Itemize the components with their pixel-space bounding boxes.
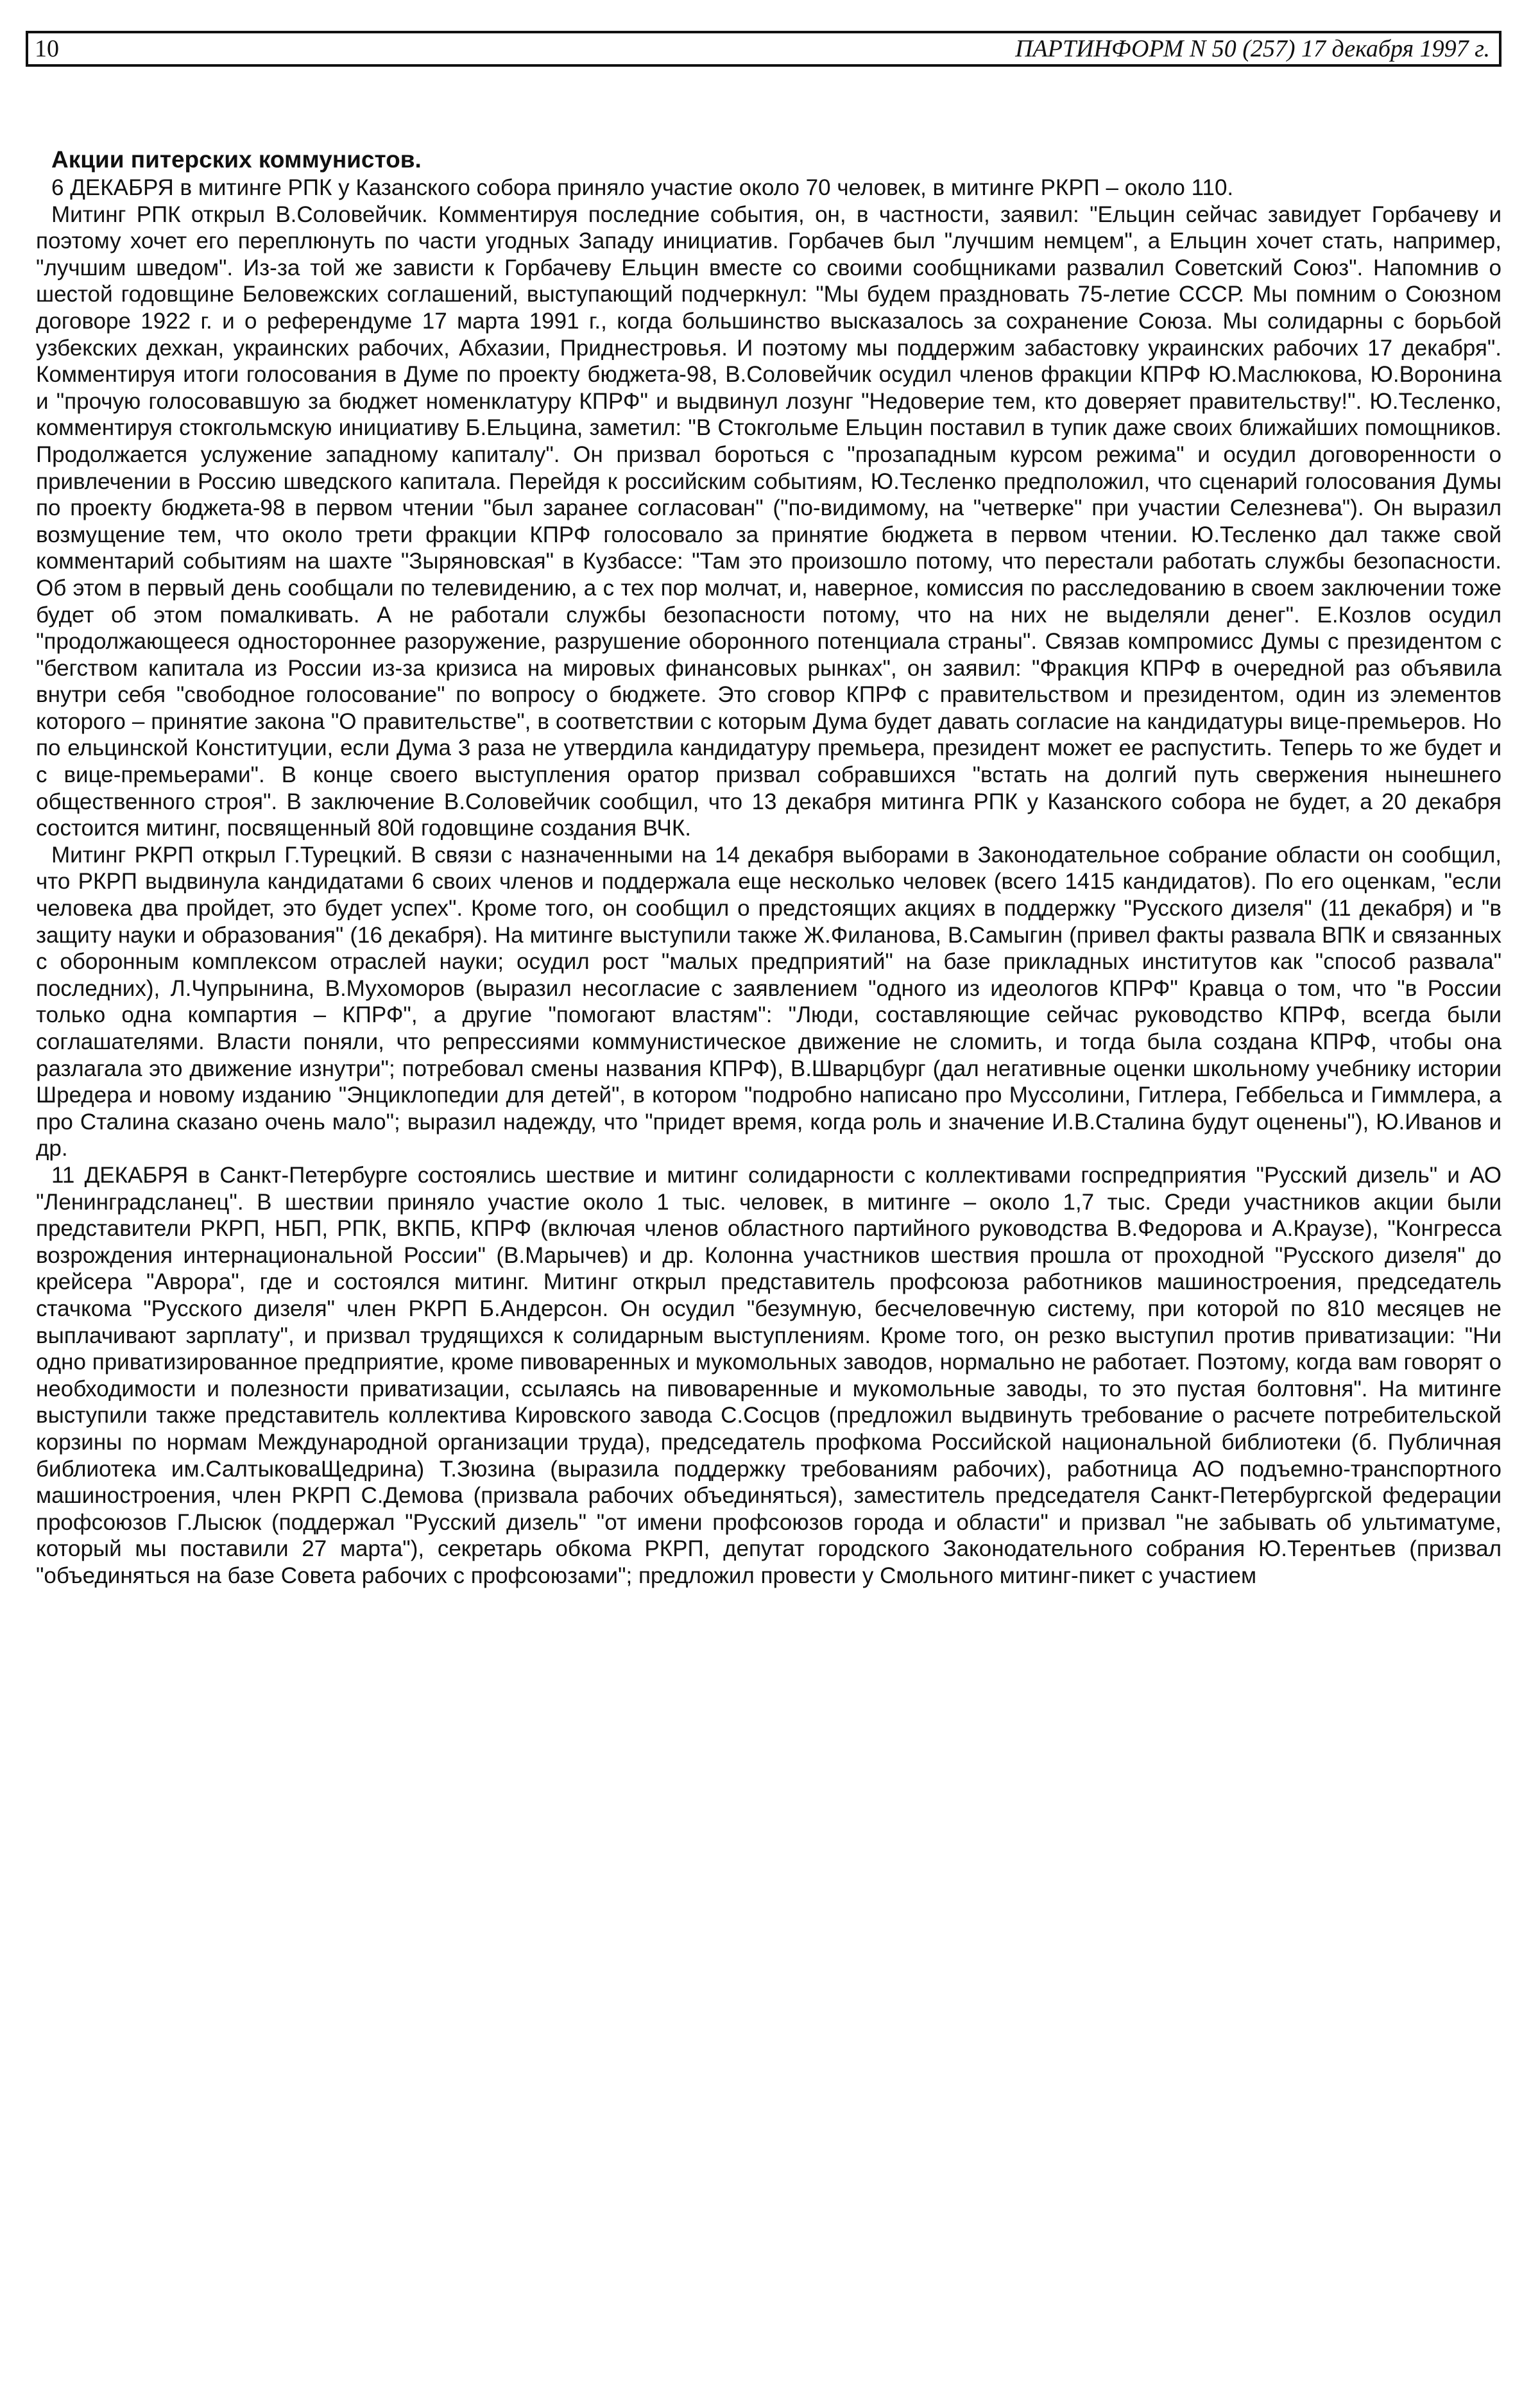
- page-number: 10: [35, 35, 59, 62]
- article-paragraph-4: 11 ДЕКАБРЯ в Санкт-Петербурге состоялись шествие и митинг солидарности с коллективами госпредприятия "Русский дизель" и АО "Ленинградсланец". В шествии приняло участие около 1 тыс. человек, в митинге – около 1,7 тыс. Среди участников акции были представители РКРП, НБП, РПК, ВКПБ, КПРФ (включая членов областного партийного руководства В.Федорова и А.Краузе), "Конгресса возрождения интернациональной России" (В.Марычев) и др. Колонна участников шествия прошла от проходной "Русского дизеля" до крейсера "Аврора", где и состоялся митинг. Митинг открыл представитель профсоюза работников машиностроения, председатель стачкома "Русского дизеля" член РКРП Б.Андерсон. Он осудил "безумную, бесчеловечную систему, при которой по 810 месяцев не выплачивают зарплату", и призвал трудящихся к солидарным выступлениям. Кроме того, он резко выступил против приватизации: "Ни одно приватизированное предприятие, кроме пивоваренных и мукомольных заводов, нормально не работает. Поэтому, когда вам говорят о необходимости и полезности приватизации, ссылаясь на пивоваренные и мукомольные заводы, то это пустая болтовня". На митинге выступили также представитель коллектива Кировского завода С.Сосцов (предложил выдвинуть требование о расчете потребительской корзины по нормам Международной организации труда), председатель профкома Российской национальной библиотеки (б. Публичная библиотека им.СалтыковаЩедрина) Т.Зюзина (выразила поддержку требованиям рабочих), работница АО подъемно-транспортного машиностроения, член РКРП С.Демова (призвала рабочих объединяться), заместитель председателя Санкт-Петербургской федерации профсоюзов Г.Лысюк (поддержал "Русский дизель" "от имени профсоюзов города и области" и призвал "не забывать об ультиматуме, который мы поставили 27 марта"), секретарь обкома РКРП, депутат городского Законодательного собрания Ю.Терентьев (призвал "объединяться на базе Совета рабочих с профсоюзами"; предложил провести у Смольного митинг-пикет с участием: [36, 1162, 1502, 1588]
- article: [36, 145, 1502, 1589]
- article-paragraph-1: 6 ДЕКАБРЯ в митинге РПК у Казанского собора приняло участие около 70 человек, в митинге РКРП – около 110.: [51, 175, 1234, 200]
- issue-title: ПАРТИНФОРМ N 50 (257) 17 декабря 1997 г.: [1015, 35, 1490, 62]
- page-header: [26, 31, 1502, 67]
- article-paragraph-2: Митинг РПК открыл В.Соловейчик. Комментируя последние события, он, в частности, заявил: "Ельцин сейчас завидует Горбачеву и поэтому хочет его переплюнуть по части угодных Западу инициатив. Горбачев был "лучшим немцем", а Ельцин хочет стать, например, "лучшим шведом". Из-за той же зависти к Горбачеву Ельцин вместе со своими сообщниками развалил Советский Союз". Напомнив о шестой годовщине Беловежских соглашений, выступающий подчеркнул: "Мы будем праздновать 75-летие СССР. Мы помним о Союзном договоре 1922 г. и о референдуме 17 марта 1991 г., когда большинство высказалось за сохранение Союза. Мы солидарны с борьбой узбекских дехкан, украинских рабочих, Абхазии, Приднестровья. И поэтому мы поддержим забастовку украинских рабочих 17 декабря". Комментируя итоги голосования в Думе по проекту бюджета-98, В.Соловейчик осудил членов фракции КПРФ Ю.Маслюкова, Ю.Воронина и "прочую голосовавшую за бюджет номенклатуру КПРФ" и выдвинул лозунг "Недоверие тем, кто доверяет правительству!". Ю.Тесленко, комментируя стокгольмскую инициативу Б.Ельцина, заметил: "В Стокгольме Ельцин поставил в тупик даже своих ближайших помощников. Продолжается услужение западному капиталу". Он призвал бороться с "прозападным курсом режима" и осудил договоренности о привлечении в Россию шведского капитала. Перейдя к российским событиям, Ю.Тесленко предположил, что сценарий голосования Думы по проекту бюджета-98 в первом чтении "был заранее согласован" ("по-видимому, на "четверке" при участии Селезнева"). Он выразил возмущение тем, что около трети фракции КПРФ голосовало за принятие бюджета в первом чтении. Ю.Тесленко дал также свой комментарий событиям на шахте "Зыряновская" в Кузбассе: "Там это произошло потому, что перестали работать службы безопасности. Об этом в первый день сообщали по телевидению, а с тех пор молчат, и, наверное, комиссия по расследованию в своем заключении тоже будет об этом помалкивать. А не работали службы безопасности потому, что на них не выделяли денег". Е.Козлов осудил "продолжающееся одностороннее разоружение, разрушение оборонного потенциала страны". Связав компромисс Думы с президентом с "бегством капитала из России из-за кризиса на мировых финансовых рынках", он заявил: "Фракция КПРФ в очередной раз объявила внутри себя "свободное голосование" по вопросу о бюджете. Это сговор КПРФ с правительством и президентом, один из элементов которого – принятие закона "О правительстве", в соответствии с которым Дума будет давать согласие на кандидатуры вице-премьеров. Но по ельцинской Конституции, если Дума 3 раза не утвердила кандидатуру премьера, президент может ее распустить. Теперь то же будет и с вице-премьерами". В конце своего выступления оратор призвал собравшихся "встать на долгий путь свержения нынешнего общественного строя". В заключение В.Соловейчик сообщил, что 13 декабря митинга РПК у Казанского собора не будет, а 20 декабря состоится митинг, посвященный 80й годовщине создания ВЧК.: [36, 201, 1502, 841]
- article-paragraph-3: Митинг РКРП открыл Г.Турецкий. В связи с назначенными на 14 декабря выборами в Законодательное собрание области он сообщил, что РКРП выдвинула кандидатами 6 своих членов и поддержала еще несколько человек (всего 1415 кандидатов). По его оценкам, "если человека два пройдет, это будет успех". Кроме того, он сообщил о предстоящих акциях в поддержку "Русского дизеля" (11 декабря) и "в защиту науки и образования" (16 декабря). На митинге выступили также Ж.Филанова, В.Самыгин (привел факты развала ВПК и связанных с оборонным комплексом отраслей науки; осудил рост "малых предприятий" на базе прикладных институтов как "способ развала" последних), Л.Чупрынина, В.Мухоморов (выразил несогласие с заявлением "одного из идеологов КПРФ" Кравца о том, что "в России только одна компартия – КПРФ", а другие "помогают властям": "Люди, составляющие сейчас руководство КПРФ, всегда были соглашателями. Власти поняли, что репрессиями коммунистическое движение не сломить, и тогда была создана КПРФ, чтобы она разлагала это движение изнутри"; потребовал смены названия КПРФ), В.Шварцбург (дал негативные оценки школьному учебнику истории Шредера и новому изданию "Энциклопедии для детей", в котором "подробно написано про Муссолини, Гитлера, Геббельса и Гиммлера, а про Сталина сказано очень мало"; выразил надежду, что "придет время, когда роль и значение И.В.Сталина будут оценены"), Ю.Иванов и др.: [36, 842, 1502, 1161]
- article-title: Акции питерских коммунистов.: [51, 146, 422, 173]
